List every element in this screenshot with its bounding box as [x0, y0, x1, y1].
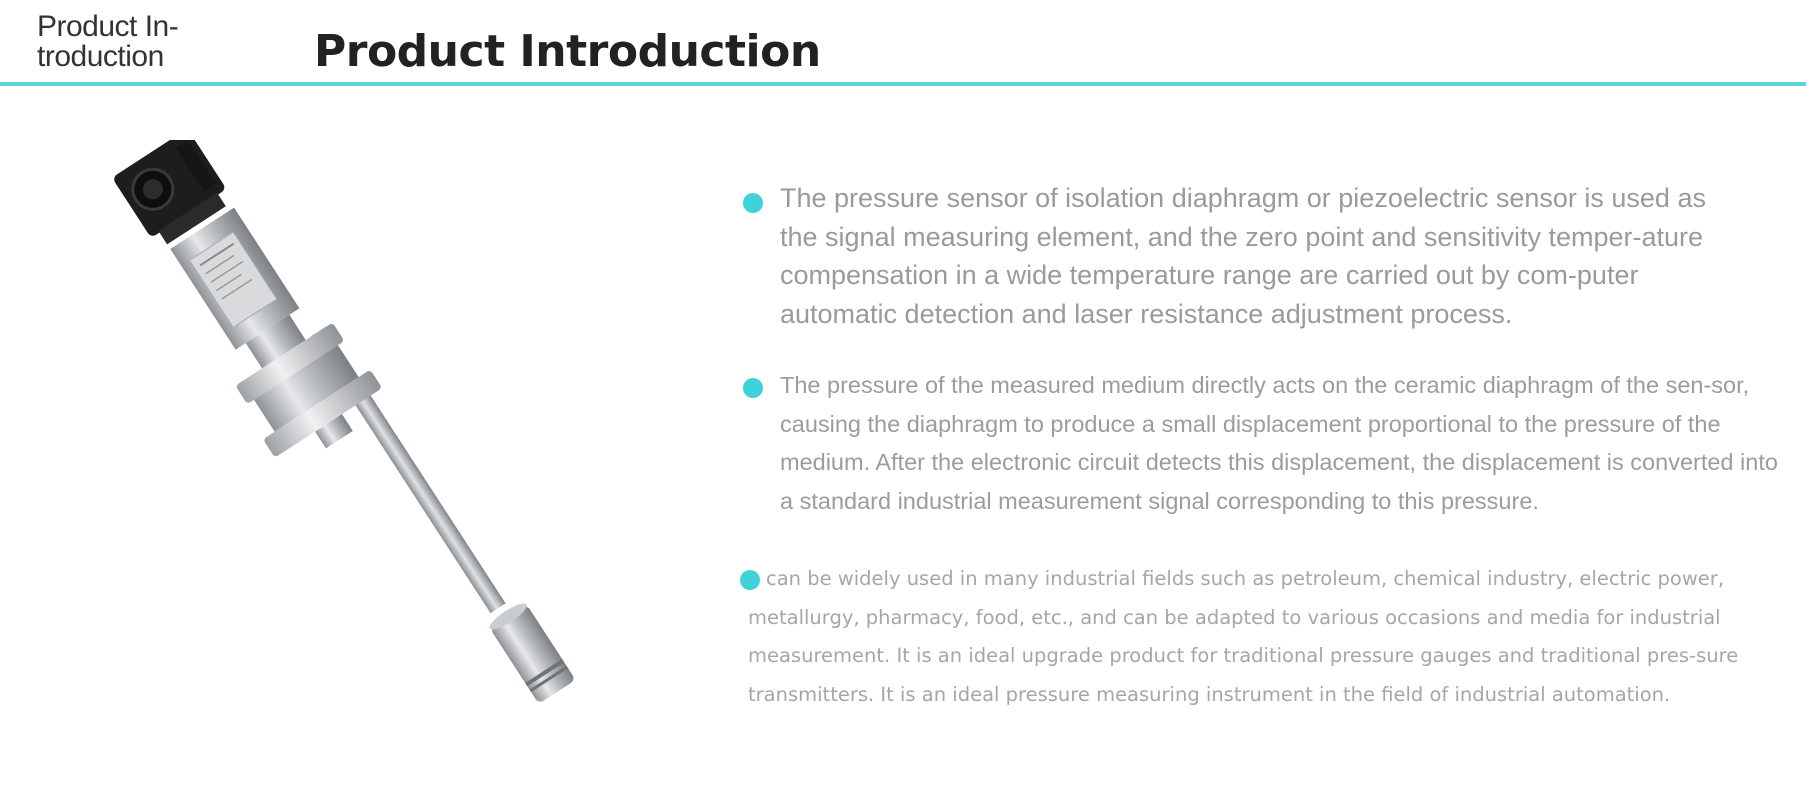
side-label-line-1: Product In-	[37, 10, 179, 43]
sensor-body	[149, 193, 394, 474]
bullet-dot-icon	[743, 378, 763, 398]
page-header	[0, 0, 1806, 86]
description-bullet-2	[780, 366, 1780, 520]
pressure-transmitter-illustration	[100, 140, 660, 720]
side-label-line-2: troduction	[37, 40, 164, 73]
header-divider	[0, 82, 1806, 86]
page-title: Product Introduction	[314, 26, 821, 77]
bullet-dot-icon	[740, 570, 760, 590]
bullet-text: can be widely used in many industrial fields such as petroleum, chemical industry, electric power, metallurgy, pharmacy, food, etc., and can be adapted to various occasions and media for industrial measurement. It is an ideal upgrade product for traditional pressure gauges and traditional pres-sure transmitters. It is an ideal pressure measuring instrument in the field of industrial automation.	[748, 567, 1739, 706]
sensor-probe-tip	[486, 599, 575, 703]
description-bullet-3	[748, 560, 1793, 714]
bullet-text: The pressure of the measured medium directly acts on the ceramic diaphragm of the sen-sor, causing the diaphragm to produce a small displacement proportional to the pressure of the medium. After the electronic circuit detects this displacement, the displacement is converted into a standard industrial measurement signal corresponding to this pressure.	[780, 372, 1778, 514]
bullet-dot-icon	[743, 193, 763, 213]
section-side-label	[37, 12, 227, 72]
product-image	[100, 140, 660, 720]
description-bullet-1	[780, 179, 1720, 333]
bullet-text: The pressure sensor of isolation diaphragm or piezoelectric sensor is used as the signal measuring element, and the zero point and sensitivity temper-ature compensation in a wide temperature range are carried out by com-puter automatic detection and laser resistance adjustment process.	[780, 183, 1706, 329]
